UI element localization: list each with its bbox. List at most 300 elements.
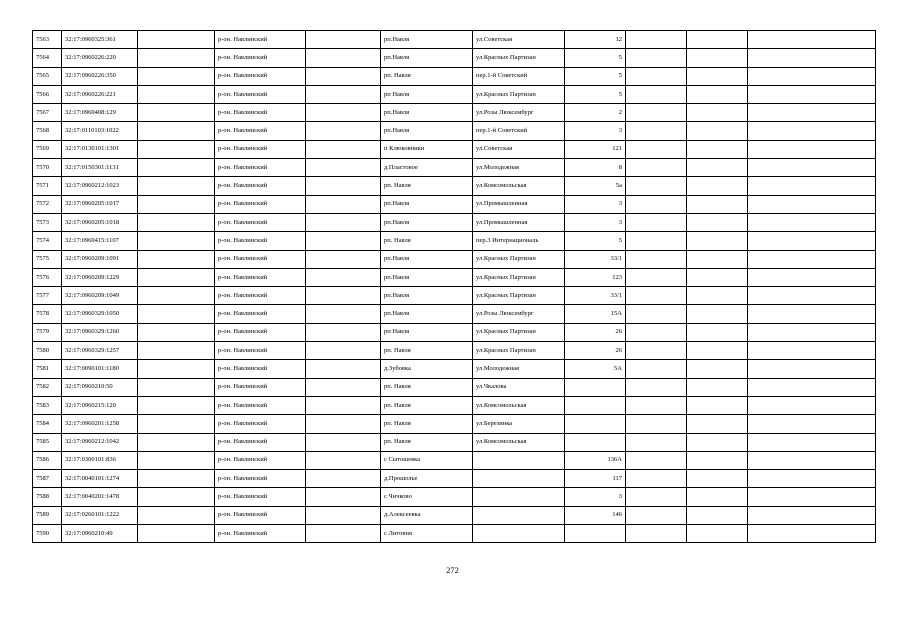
empty-cell (138, 140, 215, 158)
house-number-cell (565, 415, 626, 433)
empty-cell (138, 213, 215, 231)
street-cell: ул.Красных Партизан (473, 250, 565, 268)
empty-cell (748, 232, 876, 250)
empty-cell (687, 305, 748, 323)
empty-cell (687, 396, 748, 414)
cadastral-number-cell: 32:17:0960209:1049 (62, 287, 138, 305)
empty-cell (138, 31, 215, 49)
table-row (33, 305, 876, 323)
street-cell: ул.Комсомольская (473, 396, 565, 414)
table-row (33, 85, 876, 103)
district-cell: р-он. Навлинский (215, 159, 306, 177)
cadastral-number-cell: 32:17:0960415:1107 (62, 232, 138, 250)
record-id-cell: 7569 (33, 140, 62, 158)
empty-cell (306, 323, 381, 341)
table-row (33, 360, 876, 378)
record-id-cell: 7575 (33, 250, 62, 268)
empty-cell (748, 506, 876, 524)
locality-cell: рп. Навля (381, 177, 473, 195)
empty-cell (748, 195, 876, 213)
empty-cell (748, 415, 876, 433)
empty-cell (138, 232, 215, 250)
district-cell: р-он. Навлинский (215, 31, 306, 49)
locality-cell: рп.Навля (381, 268, 473, 286)
empty-cell (748, 451, 876, 469)
empty-cell (138, 415, 215, 433)
empty-cell (626, 470, 687, 488)
empty-cell (138, 470, 215, 488)
district-cell: р-он. Навлинский (215, 85, 306, 103)
empty-cell (687, 213, 748, 231)
record-id-cell: 7576 (33, 268, 62, 286)
locality-cell: рп.Навля (381, 287, 473, 305)
table-row (33, 177, 876, 195)
empty-cell (138, 268, 215, 286)
record-id-cell: 7583 (33, 396, 62, 414)
empty-cell (687, 85, 748, 103)
empty-cell (687, 31, 748, 49)
empty-cell (687, 122, 748, 140)
empty-cell (306, 525, 381, 543)
empty-cell (626, 451, 687, 469)
district-cell: р-он. Навлинский (215, 67, 306, 85)
empty-cell (626, 140, 687, 158)
locality-cell: рп Навля (381, 85, 473, 103)
street-cell: ул.Красных Партизан (473, 342, 565, 360)
empty-cell (748, 525, 876, 543)
empty-cell (687, 470, 748, 488)
table-row (33, 250, 876, 268)
empty-cell (626, 67, 687, 85)
street-cell: пер.1-й Советский (473, 67, 565, 85)
empty-cell (687, 342, 748, 360)
house-number-cell (565, 378, 626, 396)
empty-cell (687, 177, 748, 195)
locality-cell: с Чичково (381, 488, 473, 506)
empty-cell (748, 104, 876, 122)
empty-cell (306, 451, 381, 469)
empty-cell (687, 506, 748, 524)
street-cell: ул.Красных Партизан (473, 323, 565, 341)
district-cell: р-он. Навлинский (215, 195, 306, 213)
empty-cell (626, 31, 687, 49)
empty-cell (748, 433, 876, 451)
empty-cell (306, 250, 381, 268)
table-row (33, 415, 876, 433)
locality-cell: с Литовня (381, 525, 473, 543)
empty-cell (626, 360, 687, 378)
house-number-cell: 146 (565, 506, 626, 524)
record-id-cell: 7568 (33, 122, 62, 140)
empty-cell (748, 213, 876, 231)
record-id-cell: 7563 (33, 31, 62, 49)
street-cell (473, 488, 565, 506)
empty-cell (687, 433, 748, 451)
empty-cell (748, 378, 876, 396)
empty-cell (626, 177, 687, 195)
empty-cell (306, 506, 381, 524)
street-cell: ул.Молодежная (473, 360, 565, 378)
empty-cell (138, 323, 215, 341)
cadastral-number-cell: 32:17:0960329:1260 (62, 323, 138, 341)
empty-cell (626, 268, 687, 286)
district-cell: р-он. Навлинский (215, 177, 306, 195)
table-row (33, 488, 876, 506)
street-cell: ул.Розы Люксембург (473, 104, 565, 122)
cadastral-number-cell: 32:17:0960329:1050 (62, 305, 138, 323)
house-number-cell: 3 (565, 195, 626, 213)
empty-cell (626, 287, 687, 305)
empty-cell (748, 159, 876, 177)
table-row (33, 506, 876, 524)
locality-cell: рп. Навля (381, 342, 473, 360)
district-cell: р-он. Навлинский (215, 378, 306, 396)
street-cell (473, 470, 565, 488)
empty-cell (748, 250, 876, 268)
cadastral-number-cell: 32:17:0130101:1301 (62, 140, 138, 158)
empty-cell (138, 525, 215, 543)
cadastral-number-cell: 32:17:0960210:50 (62, 378, 138, 396)
record-id-cell: 7589 (33, 506, 62, 524)
record-id-cell: 7570 (33, 159, 62, 177)
record-id-cell: 7580 (33, 342, 62, 360)
locality-cell: с Сытошевка (381, 451, 473, 469)
cadastral-number-cell: 32:17:0960329:1257 (62, 342, 138, 360)
cadastral-number-cell: 32:17:0960212:1042 (62, 433, 138, 451)
table-row (33, 195, 876, 213)
locality-cell: рп.Навля (381, 122, 473, 140)
street-cell (473, 506, 565, 524)
street-cell: ул.Красных Партизан (473, 287, 565, 305)
empty-cell (748, 31, 876, 49)
empty-cell (626, 415, 687, 433)
house-number-cell: 5 (565, 67, 626, 85)
house-number-cell: 117 (565, 470, 626, 488)
record-id-cell: 7578 (33, 305, 62, 323)
table-row (33, 140, 876, 158)
cadastral-number-cell: 32:17:0090101:1180 (62, 360, 138, 378)
empty-cell (748, 122, 876, 140)
cadastral-number-cell: 32:17:0960226:220 (62, 49, 138, 67)
record-id-cell: 7590 (33, 525, 62, 543)
empty-cell (687, 378, 748, 396)
house-number-cell: 136А (565, 451, 626, 469)
empty-cell (626, 159, 687, 177)
empty-cell (306, 433, 381, 451)
cadastral-number-cell: 32:17:0260101:1222 (62, 506, 138, 524)
locality-cell: д.Зубовка (381, 360, 473, 378)
empty-cell (138, 122, 215, 140)
empty-cell (306, 177, 381, 195)
empty-cell (306, 31, 381, 49)
empty-cell (138, 49, 215, 67)
street-cell: ул.Комсомольская (473, 433, 565, 451)
cadastral-number-cell: 32:17:0960209:1229 (62, 268, 138, 286)
table-row (33, 525, 876, 543)
table-row (33, 396, 876, 414)
street-cell: пер.1-й Советский (473, 122, 565, 140)
street-cell: ул.Молодежная (473, 159, 565, 177)
cadastral-number-cell: 32:17:0040201:1478 (62, 488, 138, 506)
house-number-cell (565, 433, 626, 451)
empty-cell (748, 287, 876, 305)
empty-cell (306, 396, 381, 414)
house-number-cell: 15А (565, 305, 626, 323)
empty-cell (138, 104, 215, 122)
empty-cell (687, 488, 748, 506)
cadastral-number-cell: 32:17:0960325:361 (62, 31, 138, 49)
district-cell: р-он. Навлинский (215, 525, 306, 543)
empty-cell (306, 67, 381, 85)
table-row (33, 122, 876, 140)
empty-cell (306, 415, 381, 433)
empty-cell (138, 488, 215, 506)
empty-cell (626, 433, 687, 451)
table-row (33, 342, 876, 360)
cadastral-number-cell: 32:17:0960205:1017 (62, 195, 138, 213)
house-number-cell: 3 (565, 488, 626, 506)
empty-cell (626, 195, 687, 213)
empty-cell (748, 470, 876, 488)
record-id-cell: 7571 (33, 177, 62, 195)
cadastral-number-cell: 32:17:0960226:221 (62, 85, 138, 103)
empty-cell (748, 305, 876, 323)
cadastral-number-cell: 32:17:0300101:836 (62, 451, 138, 469)
empty-cell (626, 525, 687, 543)
district-cell: р-он. Навлинский (215, 323, 306, 341)
empty-cell (687, 287, 748, 305)
cadastral-number-cell: 32:17:0040101:1274 (62, 470, 138, 488)
empty-cell (748, 268, 876, 286)
empty-cell (306, 195, 381, 213)
locality-cell: рп.Навля (381, 49, 473, 67)
register-table (32, 30, 876, 543)
record-id-cell: 7577 (33, 287, 62, 305)
table-row (33, 232, 876, 250)
cadastral-number-cell: 32:17:0960226:350 (62, 67, 138, 85)
empty-cell (687, 104, 748, 122)
empty-cell (138, 378, 215, 396)
empty-cell (138, 305, 215, 323)
locality-cell: рп.Навля (381, 213, 473, 231)
empty-cell (138, 396, 215, 414)
record-id-cell: 7587 (33, 470, 62, 488)
empty-cell (748, 396, 876, 414)
table-row (33, 49, 876, 67)
locality-cell: рп.Навля (381, 305, 473, 323)
empty-cell (138, 506, 215, 524)
locality-cell: п Клюковники (381, 140, 473, 158)
locality-cell: д.Алексеевка (381, 506, 473, 524)
empty-cell (138, 159, 215, 177)
empty-cell (748, 140, 876, 158)
empty-cell (306, 213, 381, 231)
empty-cell (626, 396, 687, 414)
empty-cell (626, 85, 687, 103)
street-cell: ул.Промышленная (473, 213, 565, 231)
house-number-cell: 3 (565, 122, 626, 140)
street-cell (473, 451, 565, 469)
house-number-cell: 5А (565, 360, 626, 378)
street-cell: ул.Советская (473, 140, 565, 158)
empty-cell (138, 360, 215, 378)
empty-cell (138, 287, 215, 305)
house-number-cell (565, 525, 626, 543)
empty-cell (748, 85, 876, 103)
empty-cell (306, 49, 381, 67)
empty-cell (687, 232, 748, 250)
empty-cell (306, 378, 381, 396)
locality-cell: рп. Навля (381, 415, 473, 433)
street-cell: ул.Красных Партизан (473, 85, 565, 103)
house-number-cell: 8 (565, 159, 626, 177)
street-cell: ул.Промышленная (473, 195, 565, 213)
empty-cell (687, 323, 748, 341)
empty-cell (748, 488, 876, 506)
house-number-cell: 2 (565, 104, 626, 122)
district-cell: р-он. Навлинский (215, 49, 306, 67)
table-row (33, 433, 876, 451)
empty-cell (306, 85, 381, 103)
locality-cell: рп.Навля (381, 104, 473, 122)
empty-cell (306, 122, 381, 140)
district-cell: р-он. Навлинский (215, 268, 306, 286)
table-row (33, 67, 876, 85)
empty-cell (306, 470, 381, 488)
district-cell: р-он. Навлинский (215, 433, 306, 451)
district-cell: р-он. Навлинский (215, 342, 306, 360)
district-cell: р-он. Навлинский (215, 287, 306, 305)
cadastral-number-cell: 32:17:0960212:1023 (62, 177, 138, 195)
street-cell: ул.Советская (473, 31, 565, 49)
locality-cell: рп.Навля (381, 250, 473, 268)
empty-cell (748, 360, 876, 378)
house-number-cell: 33/1 (565, 287, 626, 305)
record-id-cell: 7573 (33, 213, 62, 231)
empty-cell (626, 250, 687, 268)
street-cell: ул.Красных Партизан (473, 49, 565, 67)
house-number-cell: 121 (565, 140, 626, 158)
empty-cell (626, 213, 687, 231)
locality-cell: рп. Навля (381, 396, 473, 414)
street-cell: ул.Розы Люксембург (473, 305, 565, 323)
record-id-cell: 7579 (33, 323, 62, 341)
empty-cell (626, 506, 687, 524)
house-number-cell: 5 (565, 232, 626, 250)
empty-cell (138, 177, 215, 195)
empty-cell (138, 342, 215, 360)
street-cell: ул.Чкалова (473, 378, 565, 396)
empty-cell (687, 140, 748, 158)
locality-cell: д.Пластовое (381, 159, 473, 177)
locality-cell: рп.Навля (381, 195, 473, 213)
empty-cell (138, 195, 215, 213)
empty-cell (748, 49, 876, 67)
house-number-cell: 26 (565, 342, 626, 360)
empty-cell (306, 159, 381, 177)
table-row (33, 104, 876, 122)
record-id-cell: 7564 (33, 49, 62, 67)
district-cell: р-он. Навлинский (215, 232, 306, 250)
table-row (33, 31, 876, 49)
district-cell: р-он. Навлинский (215, 506, 306, 524)
cadastral-number-cell: 32:17:0960210:49 (62, 525, 138, 543)
district-cell: р-он. Навлинский (215, 360, 306, 378)
locality-cell: д.Прошолье (381, 470, 473, 488)
locality-cell: рп.Навля (381, 31, 473, 49)
house-number-cell (565, 396, 626, 414)
district-cell: р-он. Навлинский (215, 415, 306, 433)
empty-cell (138, 451, 215, 469)
empty-cell (687, 451, 748, 469)
record-id-cell: 7567 (33, 104, 62, 122)
street-cell (473, 525, 565, 543)
record-id-cell: 7565 (33, 67, 62, 85)
record-id-cell: 7574 (33, 232, 62, 250)
empty-cell (626, 488, 687, 506)
table-row (33, 159, 876, 177)
district-cell: р-он. Навлинский (215, 488, 306, 506)
house-number-cell: 12 (565, 31, 626, 49)
empty-cell (687, 360, 748, 378)
empty-cell (306, 140, 381, 158)
empty-cell (138, 250, 215, 268)
empty-cell (306, 268, 381, 286)
empty-cell (306, 488, 381, 506)
empty-cell (626, 378, 687, 396)
street-cell: ул.Комсомольская (473, 177, 565, 195)
table-row (33, 323, 876, 341)
district-cell: р-он. Навлинский (215, 104, 306, 122)
district-cell: р-он. Навлинский (215, 122, 306, 140)
empty-cell (748, 177, 876, 195)
empty-cell (306, 287, 381, 305)
empty-cell (748, 67, 876, 85)
page-number: 272 (446, 565, 459, 575)
locality-cell: рп. Навля (381, 378, 473, 396)
empty-cell (138, 433, 215, 451)
street-cell: ул.Березинка (473, 415, 565, 433)
district-cell: р-он. Навлинский (215, 213, 306, 231)
empty-cell (687, 415, 748, 433)
table-row (33, 268, 876, 286)
record-id-cell: 7588 (33, 488, 62, 506)
empty-cell (687, 49, 748, 67)
locality-cell: рп Навля (381, 323, 473, 341)
district-cell: р-он. Навлинский (215, 396, 306, 414)
record-id-cell: 7584 (33, 415, 62, 433)
district-cell: р-он. Навлинский (215, 451, 306, 469)
house-number-cell: 3 (565, 213, 626, 231)
empty-cell (626, 342, 687, 360)
empty-cell (306, 360, 381, 378)
empty-cell (306, 232, 381, 250)
house-number-cell: 123 (565, 268, 626, 286)
empty-cell (306, 104, 381, 122)
empty-cell (687, 195, 748, 213)
empty-cell (138, 85, 215, 103)
district-cell: р-он. Навлинский (215, 140, 306, 158)
empty-cell (748, 323, 876, 341)
table-row (33, 378, 876, 396)
cadastral-number-cell: 32:17:0150301:1131 (62, 159, 138, 177)
table-row (33, 470, 876, 488)
record-id-cell: 7585 (33, 433, 62, 451)
empty-cell (687, 525, 748, 543)
street-cell: ул.Красных Партизан (473, 268, 565, 286)
table-row (33, 287, 876, 305)
empty-cell (626, 323, 687, 341)
